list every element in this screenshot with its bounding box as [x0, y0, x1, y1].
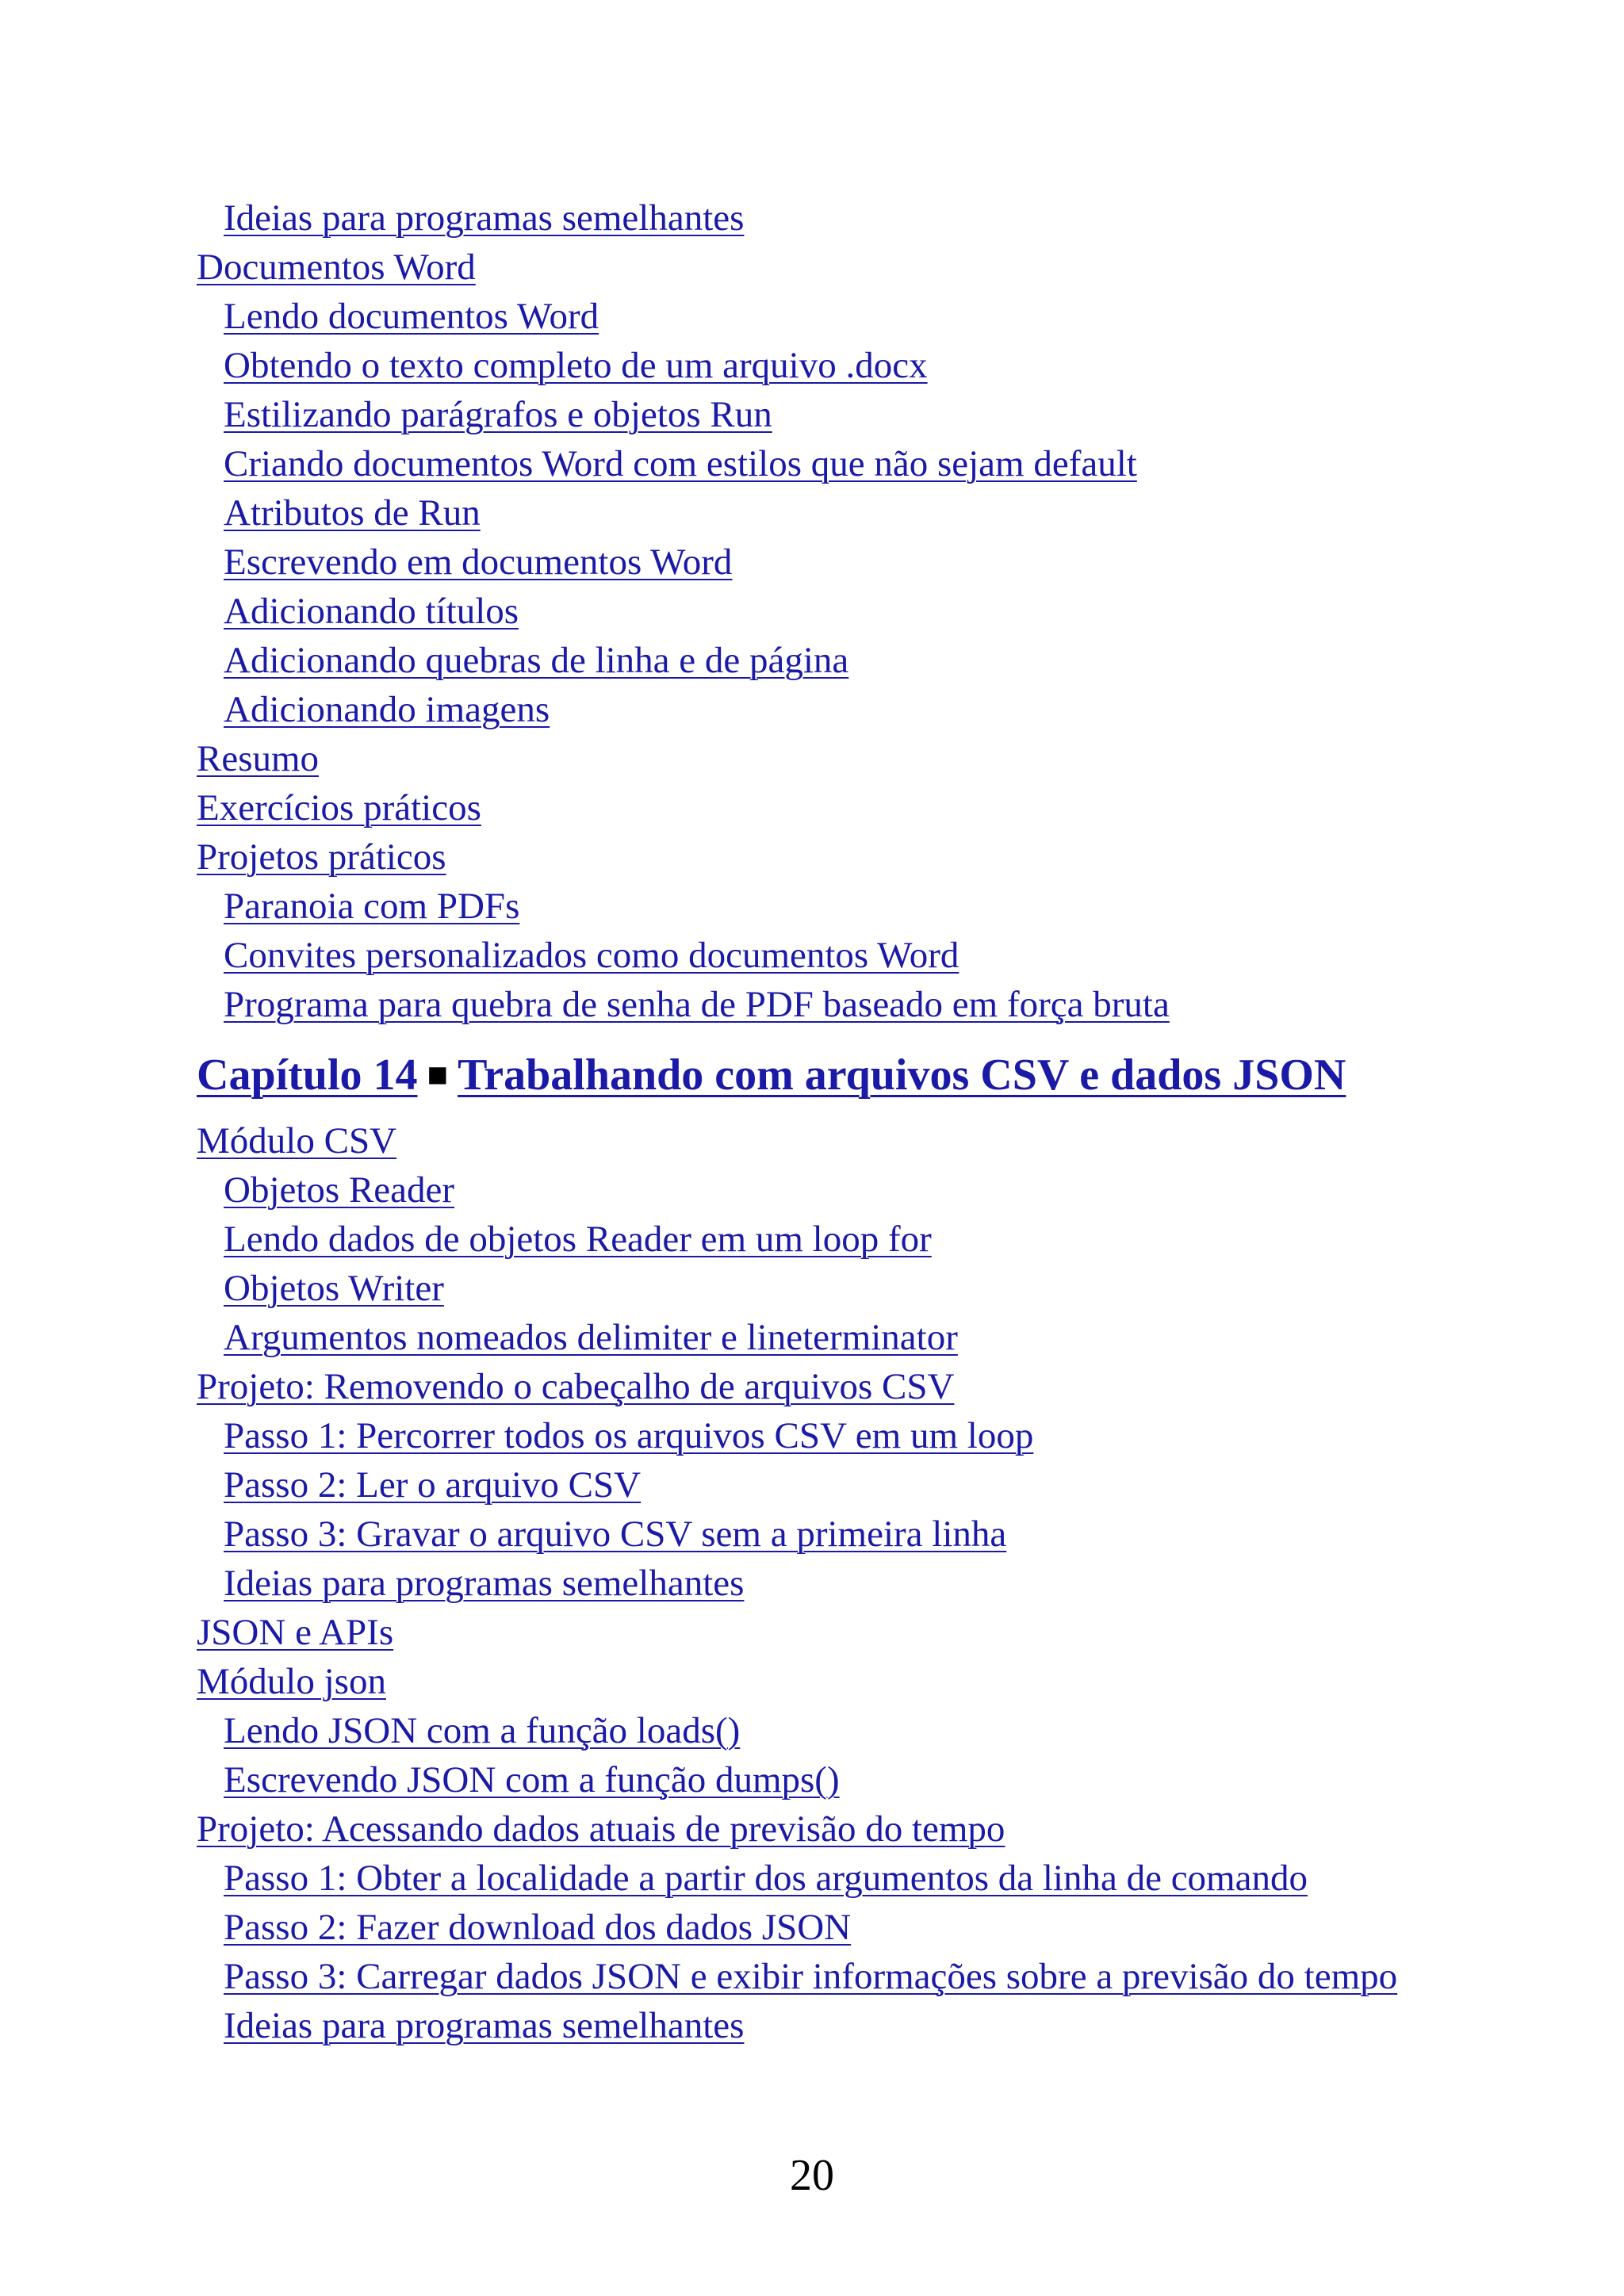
toc-subsection-link[interactable]: Paranoia com PDFs	[224, 886, 520, 927]
toc-subsection-link[interactable]: Passo 3: Carregar dados JSON e exibir informações sobre a previsão do tempo	[224, 1956, 1398, 1997]
toc-subsection-link[interactable]: Passo 2: Fazer download dos dados JSON	[224, 1907, 852, 1948]
toc-subsection-link[interactable]: Adicionando quebras de linha e de página	[224, 640, 849, 681]
page-number: 20	[790, 2151, 834, 2200]
toc-subsection-link[interactable]: Adicionando títulos	[224, 591, 519, 632]
toc-subsection-link[interactable]: Obtendo o texto completo de um arquivo .docx	[224, 345, 928, 386]
toc-subsection-link[interactable]: Atributos de Run	[224, 492, 481, 534]
toc-subsection-link[interactable]: Estilizando parágrafos e objetos Run	[224, 394, 772, 435]
toc-subsection-link[interactable]: Passo 1: Percorrer todos os arquivos CSV em um loop	[224, 1415, 1034, 1456]
toc-subsection-link[interactable]: Passo 2: Ler o arquivo CSV	[224, 1464, 642, 1506]
toc-subsection-link[interactable]: Escrevendo JSON com a função dumps()	[224, 1759, 840, 1800]
toc-subsection-link[interactable]: Ideias para programas semelhantes	[224, 197, 745, 239]
toc-subsection-link[interactable]: Passo 1: Obter a localidade a partir dos argumentos da linha de comando	[224, 1858, 1308, 1899]
table-of-contents	[197, 193, 1592, 2050]
toc-subsection-link[interactable]: Adicionando imagens	[224, 689, 550, 730]
toc-subsection-link[interactable]: Convites personalizados como documentos Word	[224, 935, 959, 976]
square-bullet-icon: ■	[427, 1055, 449, 1094]
toc-section-link[interactable]: Projeto: Removendo o cabeçalho de arquivos CSV	[197, 1366, 955, 1407]
toc-section-link[interactable]: Módulo CSV	[197, 1120, 397, 1161]
toc-subsection-link[interactable]: Lendo dados de objetos Reader em um loop for	[224, 1219, 932, 1260]
toc-section-link[interactable]: Módulo json	[197, 1661, 386, 1702]
toc-subsection-link[interactable]: Programa para quebra de senha de PDF baseado em força bruta	[224, 984, 1170, 1025]
toc-subsection-link[interactable]: Objetos Reader	[224, 1169, 455, 1211]
chapter-number-link[interactable]: Capítulo 14	[197, 1050, 418, 1100]
toc-subsection-link[interactable]: Lendo JSON com a função loads()	[224, 1710, 741, 1751]
toc-subsection-link[interactable]: Objetos Writer	[224, 1268, 444, 1309]
toc-subsection-link[interactable]: Criando documentos Word com estilos que não sejam default	[224, 443, 1137, 484]
chapter-title-link[interactable]: Trabalhando com arquivos CSV e dados JSON	[458, 1050, 1346, 1100]
toc-section-link[interactable]: Exercícios práticos	[197, 787, 481, 828]
toc-section-link[interactable]: Documentos Word	[197, 247, 476, 288]
toc-subsection-link[interactable]: Escrevendo em documentos Word	[224, 541, 733, 583]
toc-subsection-link[interactable]: Passo 3: Gravar o arquivo CSV sem a primeira linha	[224, 1513, 1007, 1555]
toc-section-after-chapter	[197, 1116, 1592, 2050]
toc-section-link[interactable]: Projeto: Acessando dados atuais de previsão do tempo	[197, 1808, 1005, 1850]
toc-section-link[interactable]: Projetos práticos	[197, 836, 446, 878]
toc-subsection-link[interactable]: Argumentos nomeados delimiter e lineterminator	[224, 1317, 958, 1358]
toc-section-link[interactable]: Resumo	[197, 738, 320, 779]
toc-subsection-link[interactable]: Ideias para programas semelhantes	[224, 1563, 745, 1604]
toc-subsection-link[interactable]: Ideias para programas semelhantes	[224, 2005, 745, 2046]
toc-section-before-chapter	[197, 193, 1592, 1029]
toc-subsection-link[interactable]: Lendo documentos Word	[224, 296, 599, 337]
toc-section-link[interactable]: JSON e APIs	[197, 1612, 394, 1653]
chapter-heading	[197, 1047, 1592, 1107]
